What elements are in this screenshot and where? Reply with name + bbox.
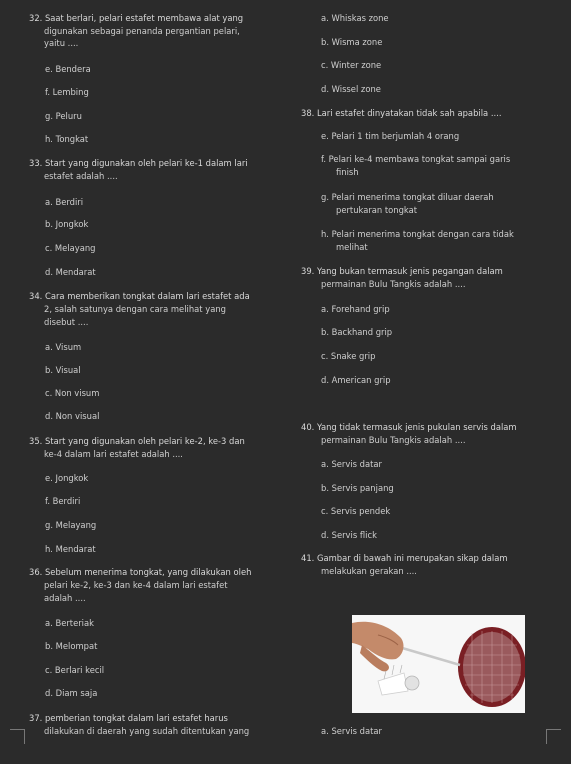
question-text: 41. Gambar di bawah ini merupakan sikap dalam: [301, 553, 508, 563]
question-text: 33. Start yang digunakan oleh pelari ke-1 dalam lari: [29, 158, 248, 168]
answer-option: a. Whiskas zone: [321, 13, 389, 23]
answer-option: c. Melayang: [45, 243, 96, 253]
answer-option: dilakukan di daerah yang sudah ditentukan yang: [44, 726, 250, 736]
answer-option: melakukan gerakan ....: [321, 566, 417, 576]
answer-option: c. Non visum: [45, 388, 100, 398]
question-text: 39. Yang bukan termasuk jenis pegangan dalam: [301, 266, 503, 276]
answer-option: ke-4 dalam lari estafet adalah ....: [44, 449, 183, 459]
answer-option: g. Peluru: [45, 111, 82, 121]
answer-option: g. Melayang: [45, 520, 97, 530]
question-text: 37. pemberian tongkat dalam lari estafet harus: [29, 713, 228, 723]
question-text: 40. Yang tidak termasuk jenis pukulan servis dalam: [301, 422, 517, 432]
answer-option: c. Winter zone: [321, 60, 382, 70]
answer-option: d. Wissel zone: [321, 84, 381, 94]
answer-option: a. Berteriak: [45, 618, 94, 628]
answer-option: b. Wisma zone: [321, 37, 383, 47]
answer-option: melihat: [336, 242, 368, 252]
answer-option: adalah ....: [44, 593, 86, 603]
answer-option: permainan Bulu Tangkis adalah ....: [321, 435, 466, 445]
answer-option: yaitu ....: [44, 38, 79, 48]
answer-option: h. Tongkat: [45, 134, 89, 144]
answer-option: c. Servis pendek: [321, 506, 391, 516]
answer-option: permainan Bulu Tangkis adalah ....: [321, 279, 466, 289]
answer-option: e. Pelari 1 tim berjumlah 4 orang: [321, 131, 460, 141]
answer-option: d. Mendarat: [45, 267, 96, 277]
answer-option: e. Jongkok: [45, 473, 89, 483]
answer-option: pelari ke-2, ke-3 dan ke-4 dalam lari estafet: [44, 580, 228, 590]
question-text: 38. Lari estafet dinyatakan tidak sah apabila ....: [301, 108, 502, 118]
answer-option: h. Pelari menerima tongkat dengan cara tidak: [321, 229, 514, 239]
answer-option: e. Bendera: [45, 64, 91, 74]
answer-option: f. Lembing: [45, 87, 89, 97]
answer-option: c. Snake grip: [321, 351, 376, 361]
answer-option: b. Visual: [45, 365, 81, 375]
answer-option: h. Mendarat: [45, 544, 96, 554]
answer-option: a. Berdiri: [45, 197, 84, 207]
answer-option: digunakan sebagai penanda pergantian pelari,: [44, 26, 240, 36]
badminton-serve-photo-icon: [352, 615, 525, 713]
answer-option: a. Visum: [45, 342, 82, 352]
crop-mark-right: [546, 729, 561, 744]
answer-option: g. Pelari menerima tongkat diluar daerah: [321, 192, 494, 202]
answer-option: pertukaran tongkat: [336, 205, 418, 215]
question-text: 34. Cara memberikan tongkat dalam lari estafet ada: [29, 291, 250, 301]
crop-mark-left: [10, 729, 25, 744]
answer-option: d. Diam saja: [45, 688, 98, 698]
question-text: 36. Sebelum menerima tongkat, yang dilakukan oleh: [29, 567, 252, 577]
answer-option: b. Backhand grip: [321, 327, 393, 337]
question-text: 32. Saat berlari, pelari estafet membawa alat yang: [29, 13, 244, 23]
answer-option: a. Servis datar: [321, 726, 382, 736]
answer-option: a. Servis datar: [321, 459, 382, 469]
answer-option: f. Berdiri: [45, 496, 81, 506]
answer-option: d. Servis flick: [321, 530, 377, 540]
answer-option: c. Berlari kecil: [45, 665, 105, 675]
badminton-serve-image: [352, 615, 525, 713]
answer-option: f. Pelari ke-4 membawa tongkat sampai garis: [321, 154, 511, 164]
answer-option: b. Jongkok: [45, 219, 89, 229]
answer-option: finish: [336, 167, 359, 177]
question-text: 35. Start yang digunakan oleh pelari ke-2, ke-3 dan: [29, 436, 245, 446]
answer-option: estafet adalah ....: [44, 171, 118, 181]
answer-option: a. Forehand grip: [321, 304, 390, 314]
answer-option: d. Non visual: [45, 411, 100, 421]
answer-option: b. Servis panjang: [321, 483, 394, 493]
answer-option: 2, salah satunya dengan cara melihat yang: [44, 304, 226, 314]
answer-option: disebut ....: [44, 317, 89, 327]
answer-option: d. American grip: [321, 375, 391, 385]
answer-option: b. Melompat: [45, 641, 98, 651]
